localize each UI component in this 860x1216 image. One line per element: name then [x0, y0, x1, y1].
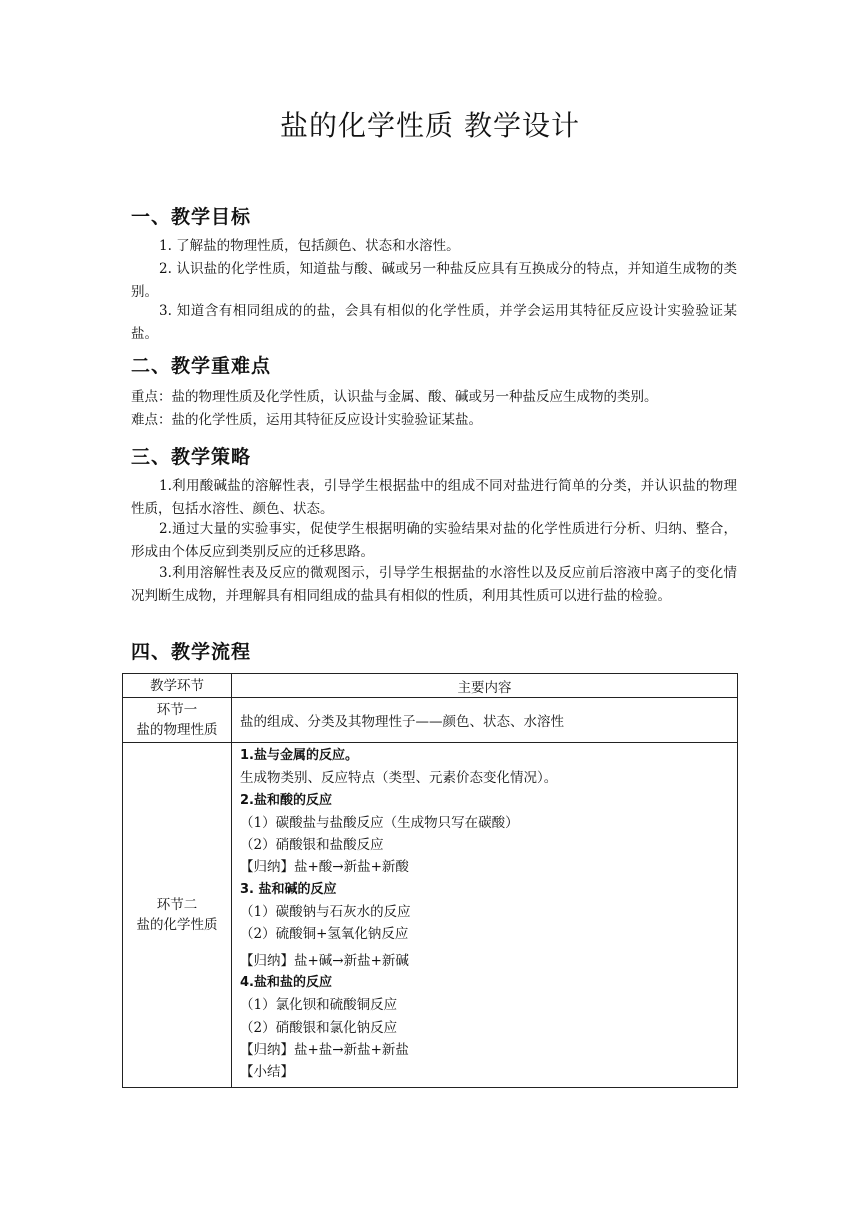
heading-strategy: 三、教学策略 — [131, 446, 252, 468]
content-line: 【归纳】盐+酸→新盐+新酸 — [240, 859, 409, 876]
content-line: 3. 盐和碱的反应 — [240, 881, 337, 897]
header-content: 主要内容 — [232, 674, 738, 698]
table-row — [123, 698, 738, 743]
stage-2-label: 环节二 — [156, 897, 198, 914]
content-line: 生成物类别、反应特点（类型、元素价态变化情况）。 — [240, 770, 558, 787]
teaching-flow-table — [122, 673, 738, 1088]
stage-1-label: 环节一 — [156, 702, 198, 718]
content-line: （1）碳酸钠与石灰水的反应 — [240, 904, 411, 921]
content-line: 2.盐和酸的反应 — [240, 792, 332, 808]
content-line: （2）硝酸银和氯化钠反应 — [240, 1019, 398, 1036]
content-line: （1）碳酸盐与盐酸反应（生成物只写在碳酸） — [240, 814, 519, 831]
objective-item-1: 1. 了解盐的物理性质，包括颜色、状态和水溶性。 — [159, 238, 460, 254]
table-row — [123, 743, 738, 1088]
document-title: 盐的化学性质 教学设计 — [280, 109, 580, 142]
header-stage: 教学环节 — [123, 674, 232, 698]
content-line: （2）硝酸银和盐酸反应 — [240, 837, 384, 854]
difficulty-text: 难点：盐的化学性质，运用其特征反应设计实验验证某盐。 — [131, 412, 482, 428]
content-cell-1: 盐的组成、分类及其物理性子——颜色、状态、水溶性 — [232, 698, 738, 743]
key-point-text: 重点：盐的物理性质及化学性质，认识盐与金属、酸、碱或另一种盐反应生成物的类别。 — [131, 389, 658, 405]
content-line: （1）氯化钡和硫酸铜反应 — [240, 997, 398, 1014]
strategy-item-1: 1.利用酸碱盐的溶解性表，引导学生根据盐中的组成不同对盐进行简单的分类，并认识盐的物理性质，包括水溶性、颜色、状态。 — [131, 478, 737, 517]
heading-flow: 四、教学流程 — [131, 641, 252, 663]
stage-2-name: 盐的化学性质 — [136, 917, 218, 934]
heading-objectives: 一、教学目标 — [131, 206, 252, 228]
stage-1-name: 盐的物理性质 — [136, 722, 218, 738]
table-header-row — [123, 674, 738, 698]
content-line: 4.盐和盐的反应 — [240, 974, 332, 990]
heading-key-points: 二、教学重难点 — [131, 355, 272, 377]
stage-cell-2 — [123, 743, 232, 1088]
objective-item-2: 2. 认识盐的化学性质，知道盐与酸、碱或另一种盐反应具有互换成分的特点，并知道生成物的类别。 — [131, 261, 737, 300]
objective-item-3: 3. 知道含有相同组成的的盐，会具有相似的化学性质，并学会运用其特征反应设计实验验证某盐。 — [131, 303, 737, 342]
content-line: （2）硫酸铜+氢氧化钠反应 — [240, 926, 409, 943]
content-line: 【小结】 — [240, 1064, 294, 1081]
content-cell-2 — [232, 743, 738, 1088]
content-line: 【归纳】盐+盐→新盐+新盐 — [240, 1041, 409, 1058]
content-line: 【归纳】盐+碱→新盐+新碱 — [240, 952, 409, 969]
content-line: 1.盐与金属的反应。 — [240, 748, 358, 763]
strategy-item-3: 3.利用溶解性表及反应的微观图示，引导学生根据盐的水溶性以及反应前后溶液中离子的变化情况判断生成物，并理解具有相同组成的盐具有相似的性质，利用其性质可以进行盐的检验。 — [131, 565, 737, 604]
strategy-item-2: 2.通过大量的实验事实，促使学生根据明确的实验结果对盐的化学性质进行分析、归纳、整合，形成由个体反应到类别反应的迁移思路。 — [131, 521, 737, 560]
stage-cell-1 — [123, 698, 232, 743]
